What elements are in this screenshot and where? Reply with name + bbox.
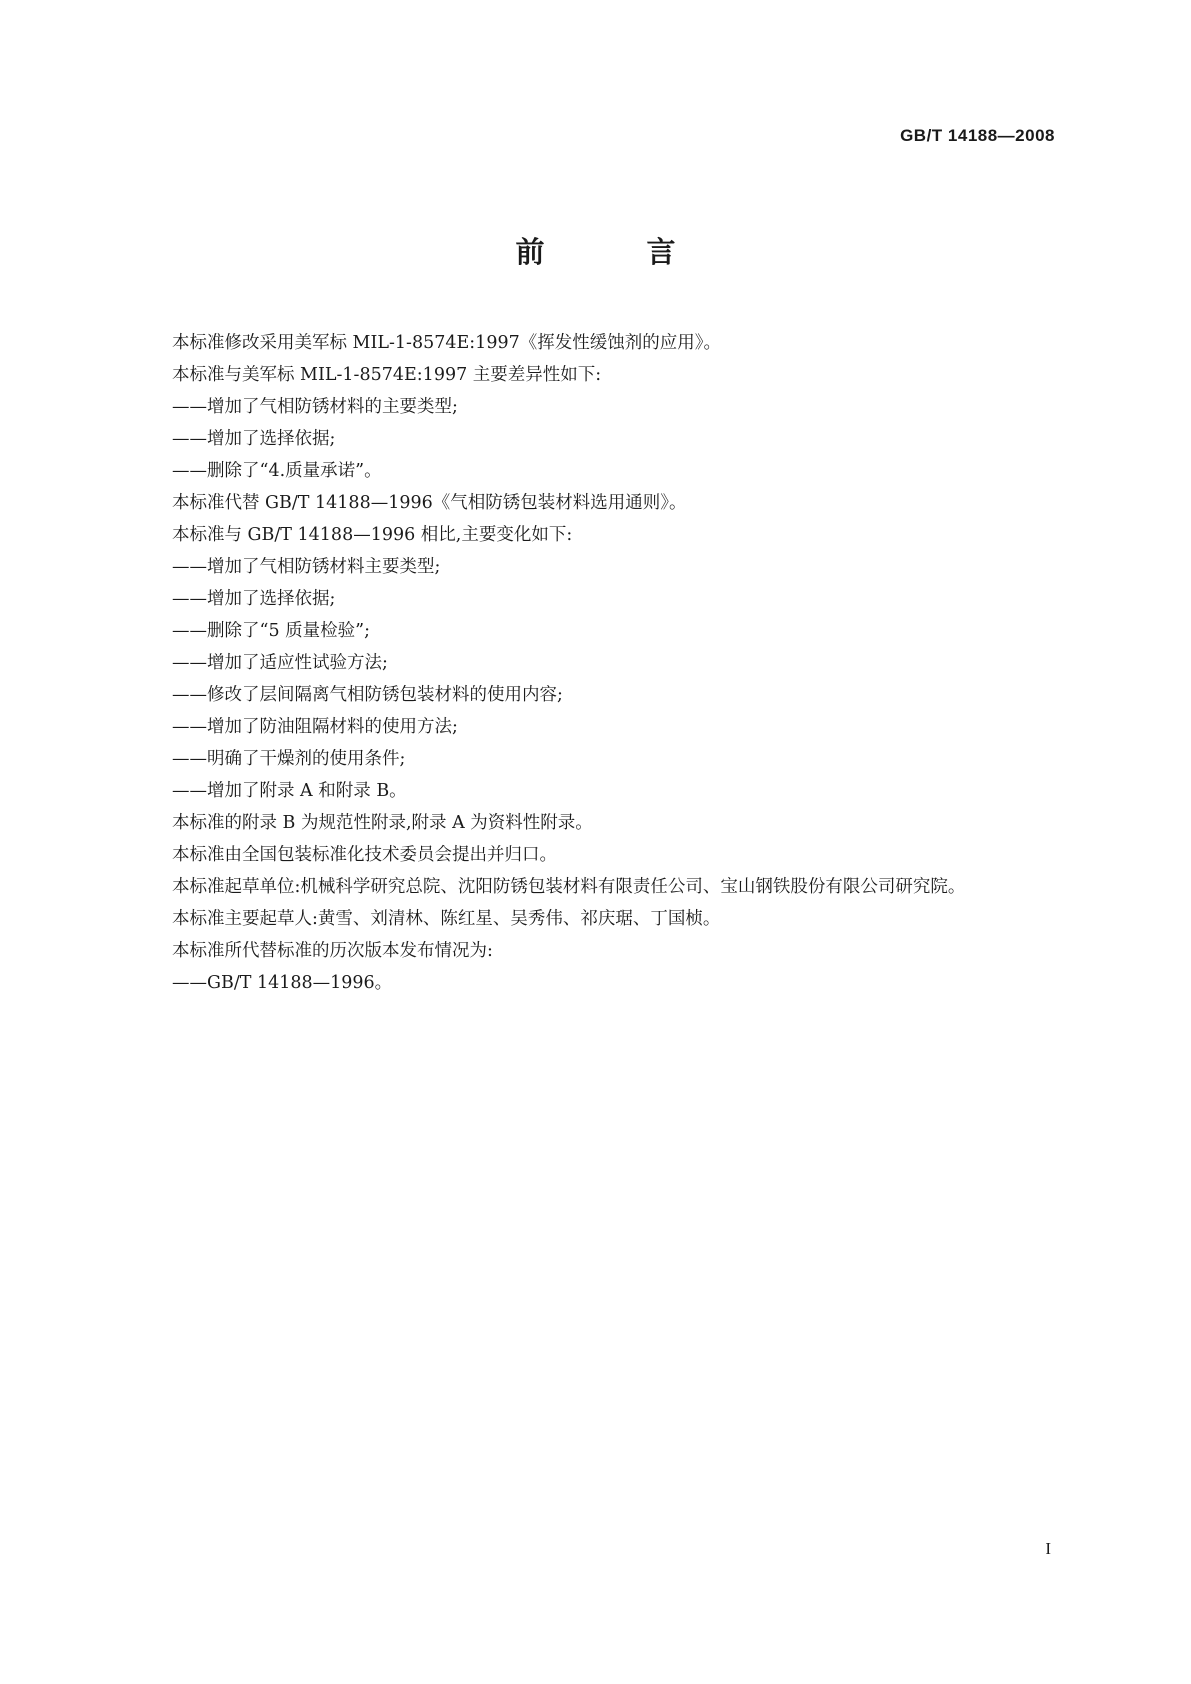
standard-code: GB/T 14188—2008 [900, 126, 1055, 145]
list-item: ——删除了“4.质量承诺”。 [172, 461, 382, 481]
list-item: ——增加了适应性试验方法; [172, 653, 388, 673]
list-item: ——增加了附录 A 和附录 B。 [172, 781, 407, 801]
list-item: ——明确了干燥剂的使用条件; [172, 749, 406, 769]
paragraph: 本标准所代替标准的历次版本发布情况为: [172, 941, 493, 961]
list-item: ——删除了“5 质量检验”; [172, 621, 370, 641]
list-item: ——增加了气相防锈材料的主要类型; [172, 397, 458, 417]
paragraph: 本标准主要起草人:黄雪、刘清林、陈红星、吴秀伟、祁庆琚、丁国桢。 [172, 909, 721, 929]
list-item: ——增加了选择依据; [172, 589, 336, 609]
list-item: ——修改了层间隔离气相防锈包装材料的使用内容; [172, 685, 563, 705]
paragraph: 本标准起草单位:机械科学研究总院、沈阳防锈包装材料有限责任公司、宝山钢铁股份有限公司研究院。 [172, 877, 966, 897]
paragraph: 本标准修改采用美军标 MIL-1-8574E:1997《挥发性缓蚀剂的应用》。 [172, 333, 721, 353]
list-item: ——GB/T 14188—1996。 [172, 973, 393, 993]
list-item: ——增加了选择依据; [172, 429, 336, 449]
preface-body [135, 327, 1060, 999]
paragraph: 本标准与美军标 MIL-1-8574E:1997 主要差异性如下: [172, 365, 602, 385]
list-item: ——增加了气相防锈材料主要类型; [172, 557, 441, 577]
paragraph: 本标准的附录 B 为规范性附录,附录 A 为资料性附录。 [172, 813, 593, 833]
paragraph: 本标准与 GB/T 14188—1996 相比,主要变化如下: [172, 525, 573, 545]
page-number: I [1045, 1539, 1051, 1558]
paragraph: 本标准代替 GB/T 14188—1996《气相防锈包装材料选用通则》。 [172, 493, 687, 513]
page-title: 前 言 [515, 235, 722, 269]
paragraph: 本标准由全国包装标准化技术委员会提出并归口。 [172, 845, 557, 865]
list-item: ——增加了防油阻隔材料的使用方法; [172, 717, 458, 737]
